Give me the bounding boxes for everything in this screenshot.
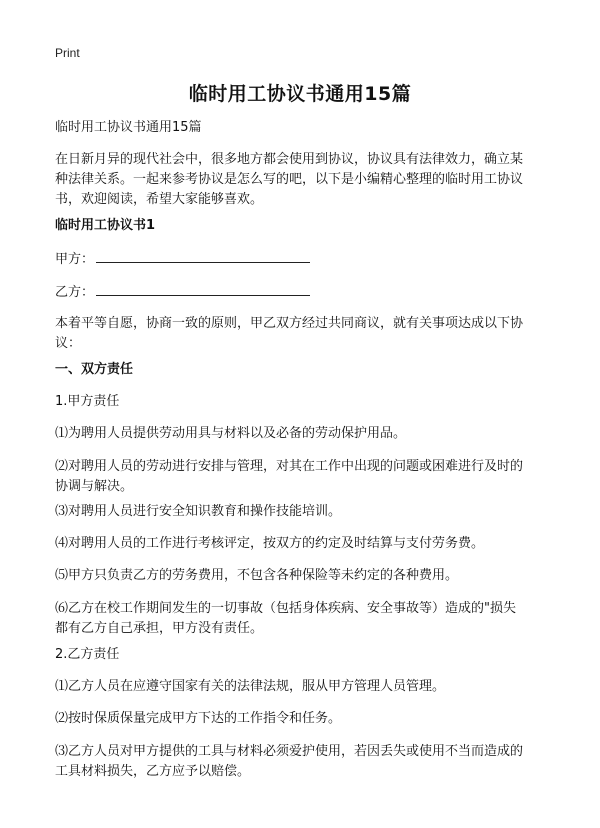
text-line: 工具材料损失，乙方应予以赔偿。 [55,764,251,779]
text-line: ⑶乙方人员对甲方提供的工具与材料必须爱护使用，若因丢失或使用不当而造成的 [55,744,524,759]
text-line: 在日新月异的现代社会中，很多地方都会使用到协议，协议具有法律效力，确立某 [55,152,524,167]
party-a-item [55,457,555,497]
responsibilities-heading: 一、双方责任 [55,362,134,377]
intro-paragraph [55,150,555,210]
document-subtitle: 临时用工协议书通用15篇 [55,120,202,135]
party-b-item [55,742,555,782]
text-line: ⑹乙方在校工作期间发生的一切事故（包括身体疾病、安全事故等）造成的"损失 [55,601,516,616]
party-a-responsibilities-heading: 1.甲方责任 [55,394,120,409]
section-title: 临时用工协议书1 [55,218,156,233]
text-line: 议： [55,336,82,351]
party-b-item [55,709,555,729]
text-line: ⑴为聘用人员提供劳动用具与材料以及必备的劳动保护用品。 [55,426,407,441]
text-line: 种法律关系。一起来参考协议是怎么写的吧，以下是小编精心整理的临时用工协议 [55,172,524,187]
party-a-blank-line [96,248,310,263]
text-line: ⑵按时保质保量完成甲方下达的工作指令和任务。 [55,711,342,726]
text-line: ⑵对聘用人员的劳动进行安排与管理，对其在工作中出现的问题或困难进行及时的 [55,459,524,474]
agreement-paragraph [55,314,555,354]
party-b-label: 乙方： [55,285,95,300]
party-a-item [55,599,555,639]
text-line: ⑸甲方只负责乙方的劳务费用，不包含各种保险等未约定的各种费用。 [55,568,459,583]
text-line: 书，欢迎阅读，希望大家能够喜欢。 [55,192,264,207]
document-title: 临时用工协议书通用15篇 [188,83,412,105]
party-b-item [55,677,555,697]
party-a-label: 甲方： [55,252,95,267]
party-a-item [55,424,555,444]
text-line: ⑷对聘用人员的工作进行考核评定，按双方的约定及时结算与支付劳务费。 [55,536,485,551]
party-a-item [55,566,555,586]
text-line: 本着平等自愿，协商一致的原则，甲乙双方经过共同商议，就有关事项达成以下协 [55,316,524,331]
print-label[interactable]: Print [55,46,80,60]
party-a-item [55,502,555,522]
party-a-field [55,248,555,270]
party-b-blank-line [96,281,310,296]
text-line: ⑶对聘用人员进行安全知识教育和操作技能培训。 [55,504,342,519]
party-b-responsibilities-heading: 2.乙方责任 [55,647,120,662]
party-a-item [55,534,555,554]
party-b-field [55,281,555,303]
text-line: ⑴乙方人员在应遵守国家有关的法律法规，服从甲方管理人员管理。 [55,679,446,694]
text-line: 协调与解决。 [55,479,134,494]
text-line: 都有乙方自己承担，甲方没有责任。 [55,621,264,636]
